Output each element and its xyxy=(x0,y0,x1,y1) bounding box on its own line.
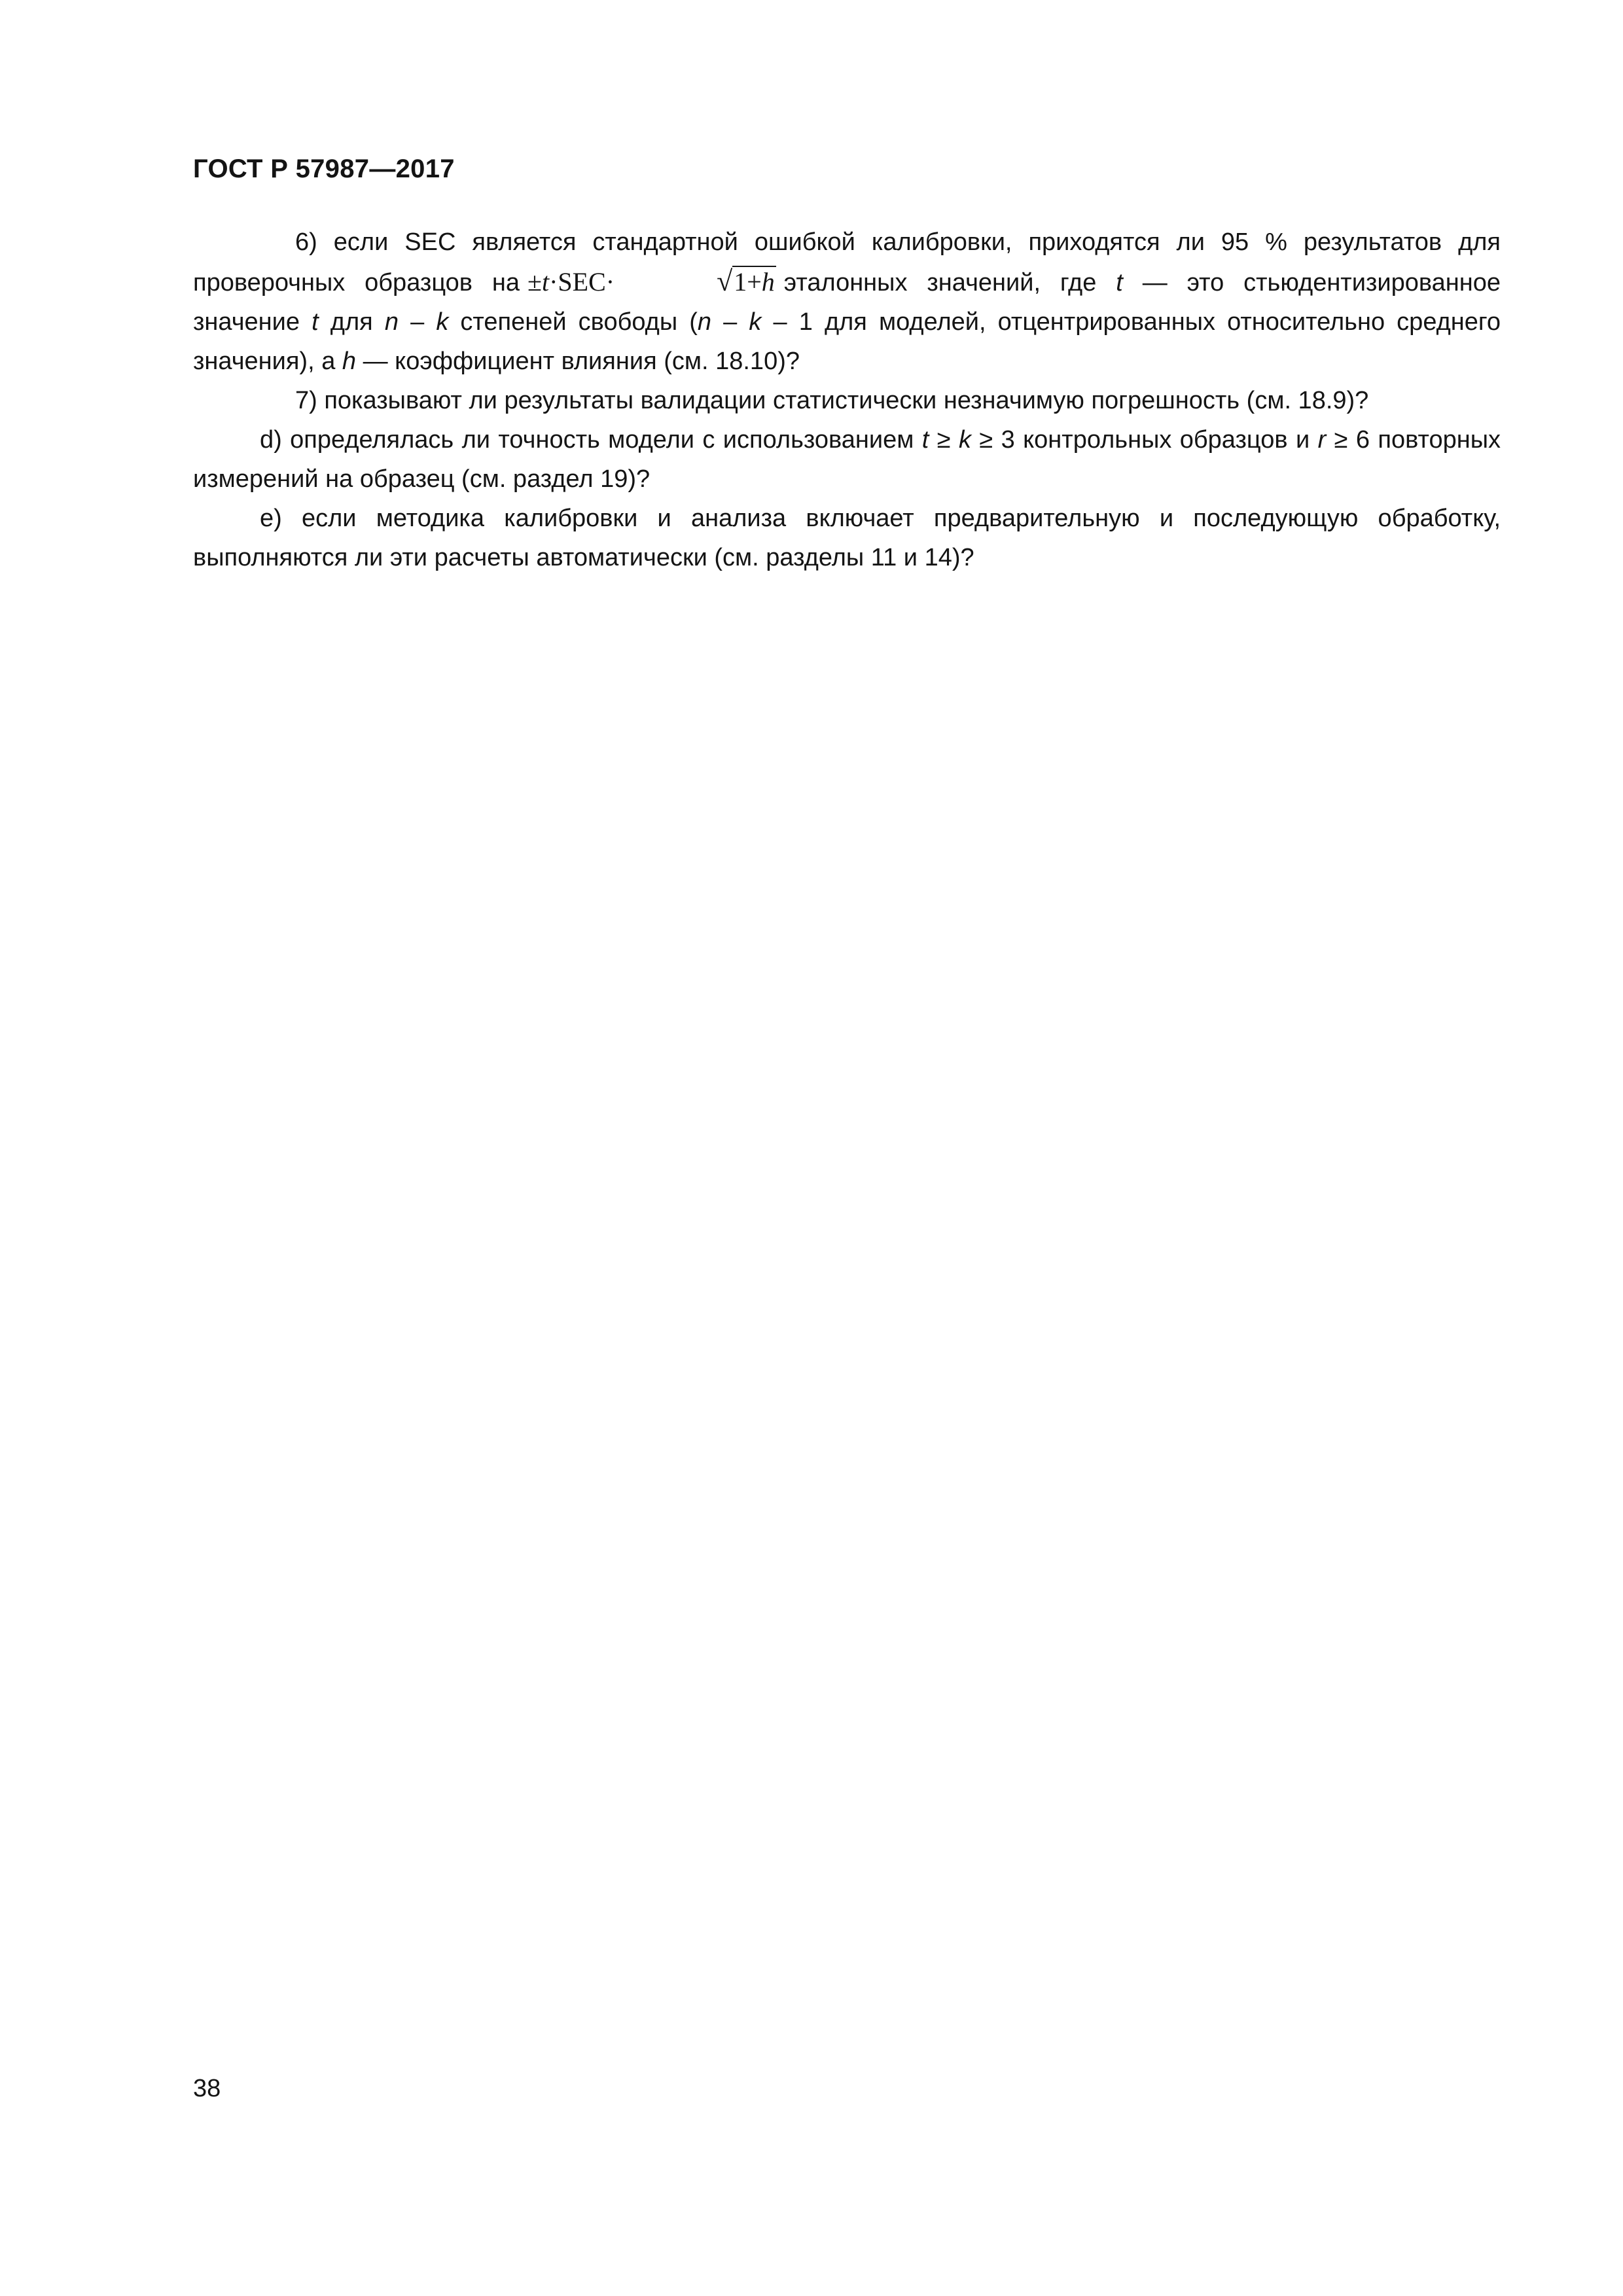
paragraph-item-d: d) определялась ли точность модели с использованием t ≥ k ≥ 3 контрольных образцов и r ≥ 6 повторных измерений на образец (см. раздел 19)? xyxy=(193,426,1501,493)
standard-id: ГОСТ Р 57987—2017 xyxy=(193,154,455,183)
formula-confidence-interval: ±t·SEC· √1+h xyxy=(520,267,784,296)
paragraph-item-6: 6) если SEC является стандартной ошибкой калибровки, приходятся ли 95 % результатов для проверочных образцов на ±t·SEC· √1+h эталонных значений, где t — это стьюдентизированное значение t для n – k степеней свободы (n – k – 1 для моделей, отцентрированных относительно среднего значения), а h — коэффициент влияния (см. 18.10)? xyxy=(193,228,1501,375)
document-header xyxy=(193,152,455,186)
document-body xyxy=(193,223,1501,577)
page-number: 38 xyxy=(193,2075,221,2102)
paragraph-item-e: e) если методика калибровки и анализа включает предварительную и последующую обработку, выполняются ли эти расчеты автоматически (см. разделы 11 и 14)? xyxy=(193,505,1501,571)
sqrt-expression: √1+h xyxy=(717,265,775,297)
paragraph-item-7: 7) показывают ли результаты валидации статистически незначимую погрешность (см. 18.9)? xyxy=(295,387,1369,414)
